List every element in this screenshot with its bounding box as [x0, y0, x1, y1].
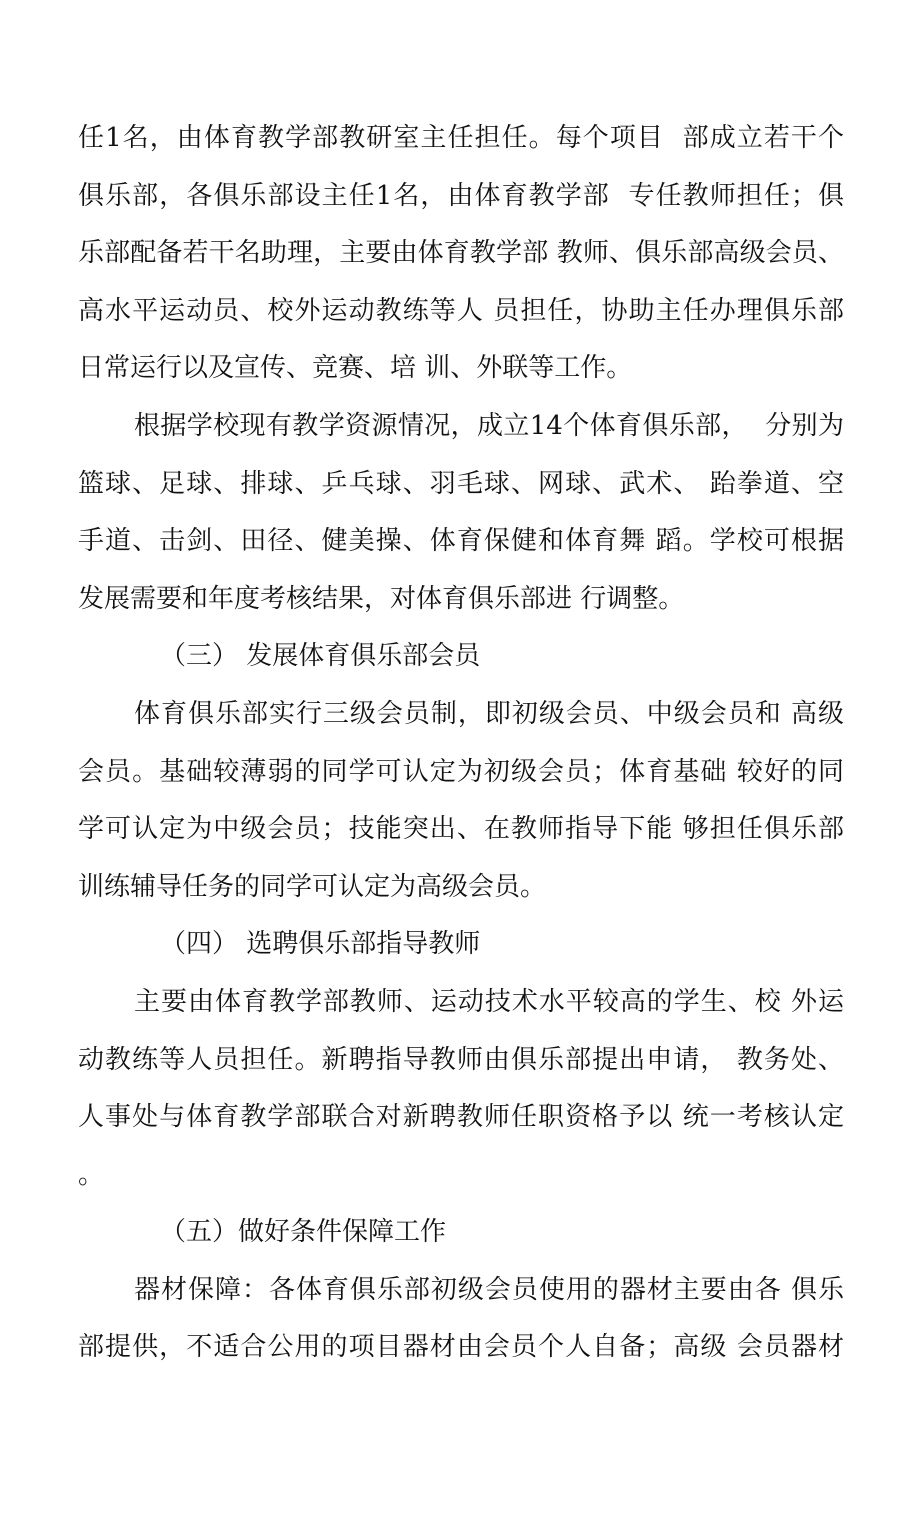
section-heading: （五）做好条件保障工作	[160, 1217, 447, 1248]
document-body	[78, 110, 844, 1377]
text-line: 根据学校现有教学资源情况，成立14个体育俱乐部， 分别为	[134, 410, 844, 441]
text-line: 篮球、足球、排球、乒乓球、羽毛球、网球、武术、 跆拳道、空	[78, 468, 844, 499]
text-line: 动教练等人员担任。新聘指导教师由俱乐部提出申请， 教务处、	[78, 1044, 844, 1075]
text-line: 任1名，由体育教学部教研室主任担任。每个项目 部成立若干个	[78, 123, 844, 153]
text-line: 部提供，不适合公用的项目器材由会员个人自备；高级 会员器材	[78, 1332, 844, 1363]
text-line: 人事处与体育教学部联合对新聘教师任职资格予以 统一考核认定	[78, 1102, 844, 1133]
text-line: 发展需要和年度考核结果，对体育俱乐部进 行调整。	[78, 583, 685, 614]
text-line: 手道、击剑、田径、健美操、体育保健和体育舞 蹈。学校可根据	[78, 526, 844, 557]
text-line: 器材保障：各体育俱乐部初级会员使用的器材主要由各 俱乐	[134, 1274, 844, 1305]
text-line: 体育俱乐部实行三级会员制，即初级会员、中级会员和 高级	[134, 698, 844, 729]
section-heading: （四） 选聘俱乐部指导教师	[160, 929, 481, 960]
text-line: 俱乐部，各俱乐部设主任1名，由体育教学部 专任教师担任；俱	[78, 180, 844, 211]
text-line: 会员。基础较薄弱的同学可认定为初级会员；体育基础 较好的同	[78, 756, 844, 787]
text-line: 学可认定为中级会员；技能突出、在教师指导下能 够担任俱乐部	[78, 814, 844, 845]
text-line: 日常运行以及宣传、竞赛、培 训、外联等工作。	[78, 353, 633, 384]
text-line: 训练辅导任务的同学可认定为高级会员。	[78, 871, 547, 902]
section-heading: （三） 发展体育俱乐部会员	[160, 641, 481, 672]
text-line: 主要由体育教学部教师、运动技术水平较高的学生、校 外运	[134, 986, 844, 1017]
text-line: 。	[78, 1159, 105, 1190]
text-line: 乐部配备若干名助理，主要由体育教学部 教师、俱乐部高级会员、	[78, 238, 844, 269]
text-line: 高水平运动员、校外运动教练等人 员担任，协助主任办理俱乐部	[78, 295, 844, 326]
